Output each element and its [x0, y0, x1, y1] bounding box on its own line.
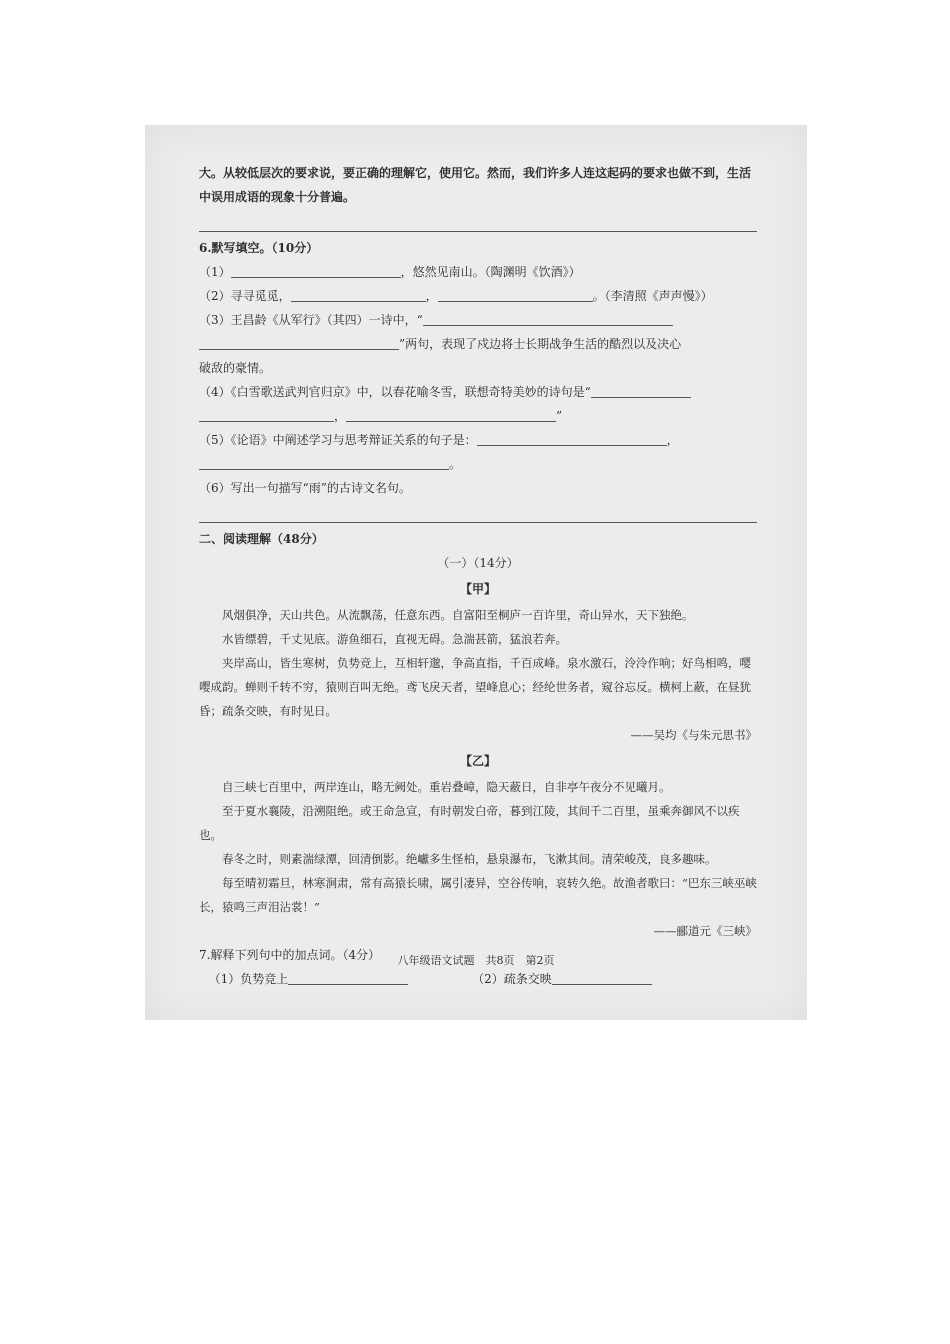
- yi-label: 【乙】: [459, 754, 496, 768]
- passage-paragraph: 自三峡七百里中，两岸连山，略无阙处。重岩叠嶂，隐天蔽日，自非亭午夜分不见曦月。: [222, 780, 671, 794]
- section2-title: 二、阅读理解（48分）: [199, 532, 324, 546]
- passage-paragraph: 至于夏水襄陵，沿溯阻绝。或王命急宣，有时朝发白帝，暮到江陵，其间千二百里，虽乘奔御风不以疾也。: [199, 804, 740, 842]
- q6-item-3: （3）王昌龄《从军行》（其四）一诗中，“ ”两句，表现了戍边将士长期战争生活的酷烈以及决心 破敌的豪情。: [199, 313, 682, 375]
- fill-blank[interactable]: [438, 287, 593, 302]
- q7-title: 7.解释下列句中的加点词。（4分）: [199, 948, 381, 962]
- fill-blank[interactable]: [591, 383, 691, 398]
- fill-blank[interactable]: [291, 287, 426, 302]
- fill-blank[interactable]: [199, 335, 399, 350]
- fill-blank[interactable]: [199, 455, 449, 470]
- passage-paragraph: 夹岸高山，皆生寒树，负势竞上，互相轩邈，争高直指，千百成峰。泉水激石，泠泠作响；好鸟相鸣，嘤嘤成韵。蝉则千转不穷，猿则百叫无绝。鸢飞戾天者，望峰息心；经纶世务者，窥谷忘反。横柯上蔽，在昼犹昏；疏条交映，有时见日。: [199, 656, 751, 718]
- jia-label: 【甲】: [459, 582, 496, 596]
- fill-blank[interactable]: [231, 263, 401, 278]
- fill-blank[interactable]: [346, 407, 556, 422]
- q6-title: 6.默写填空。（10分）: [199, 241, 319, 255]
- q6-item-4: （4）《白雪歌送武判官归京》中，以春花喻冬雪，联想奇特美妙的诗句是“ ， ”: [199, 380, 757, 428]
- section2-sub: （一）（14分）: [437, 556, 519, 570]
- q6-item-6: （6）写出一句描写“雨”的古诗文名句。: [199, 481, 411, 495]
- answer-line[interactable]: [199, 500, 757, 523]
- answer-line[interactable]: [199, 209, 757, 232]
- fill-blank[interactable]: [199, 407, 334, 422]
- fill-blank[interactable]: [477, 431, 667, 446]
- intro-paragraph: 大。从较低层次的要求说，要正确的理解它，使用它。然而，我们许多人连这起码的要求也做不到，生活中误用成语的现象十分普遍。: [199, 166, 752, 204]
- page-footer: 八年级语文试题 共8页 第2页: [397, 954, 555, 967]
- jia-source: ——吴均《与朱元思书》: [630, 728, 757, 742]
- passage-paragraph: 每至晴初霜旦，林寒涧肃，常有高猿长啸，属引凄异，空谷传响，哀转久绝。故渔者歌曰：“巴东三峡巫峡长，猿鸣三声泪沾裳！”: [199, 876, 757, 914]
- yi-passage: [199, 775, 757, 943]
- fill-blank[interactable]: [423, 311, 673, 326]
- yi-source: ——郦道元《三峡》: [653, 924, 757, 938]
- q6-item-2: （2）寻寻觅觅， ， 。（李清照《声声慢》）: [199, 289, 713, 303]
- q7-items: （1）负势竞上 （2）疏条交映: [199, 967, 757, 991]
- passage-paragraph: 春冬之时，则素湍绿潭，回清倒影。绝巘多生怪柏，悬泉瀑布，飞漱其间。清荣峻茂，良多趣味。: [222, 852, 717, 866]
- jia-passage: [199, 603, 757, 747]
- passage-paragraph: 水皆缥碧，千丈见底。游鱼细石，直视无碍。急湍甚箭，猛浪若奔。: [222, 632, 567, 646]
- q6-item-5: （5）《论语》中阐述学习与思考辩证关系的句子是： ， 。: [199, 433, 679, 471]
- exam-sheet: [145, 125, 807, 1020]
- passage-paragraph: 风烟俱净，天山共色。从流飘荡，任意东西。自富阳至桐庐一百许里，奇山异水，天下独绝。: [222, 608, 694, 622]
- q6-item-1: （1） ，悠然见南山。（陶渊明《饮酒》）: [199, 265, 581, 279]
